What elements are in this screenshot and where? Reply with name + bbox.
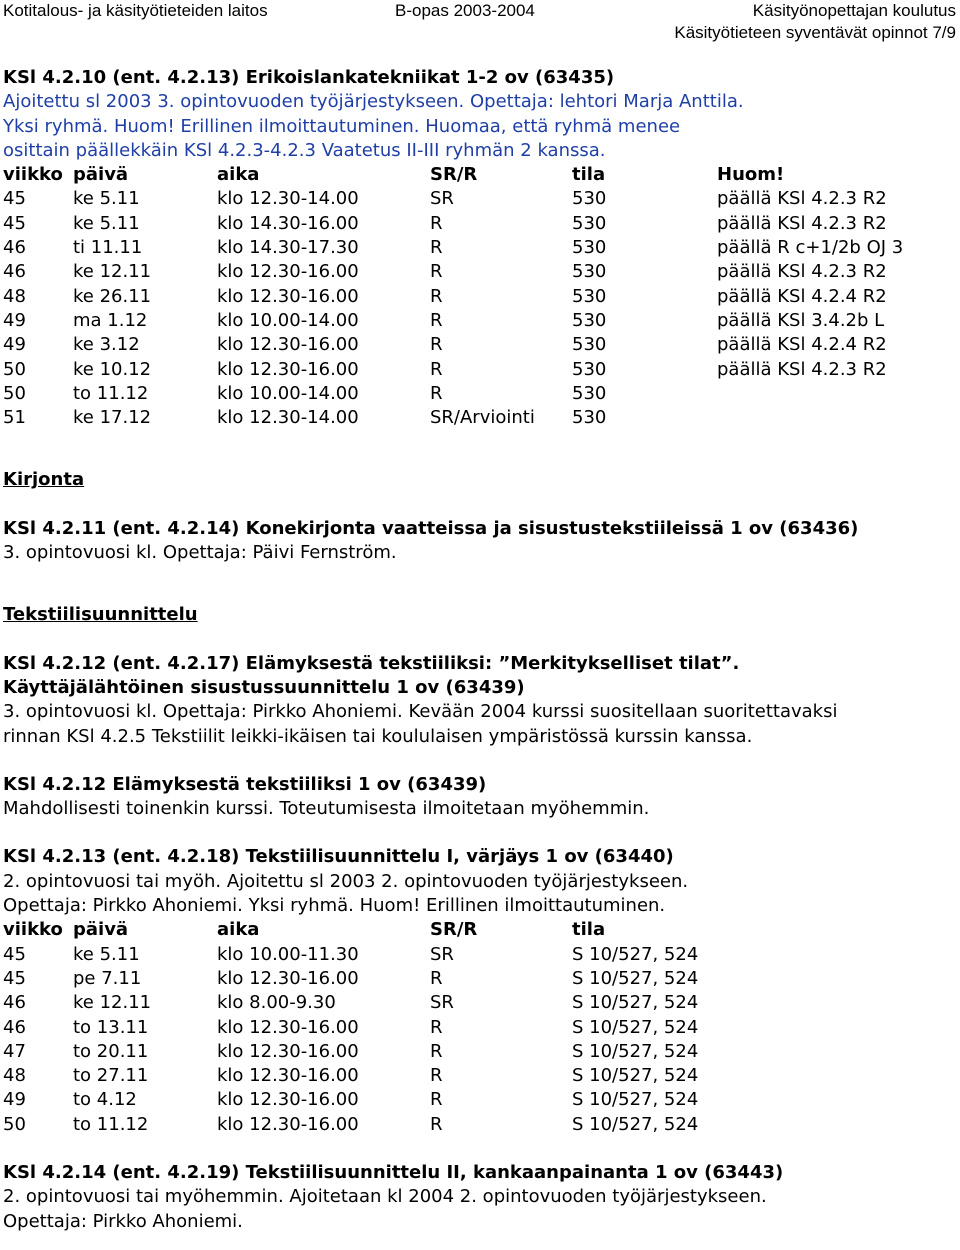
table-row bbox=[3, 236, 955, 260]
cell-day: ke 5.11 bbox=[73, 943, 140, 965]
col-time: aika bbox=[217, 919, 260, 941]
cell-room: S 10/527, 524 bbox=[572, 1065, 699, 1087]
cell-room: S 10/527, 524 bbox=[572, 1089, 699, 1111]
document-body bbox=[3, 66, 955, 1234]
course-text: Mahdollisesti toinenkin kurssi. Toteutumisesta ilmoitetaan myöhemmin. bbox=[3, 798, 650, 820]
cell-note: päällä KSl 3.4.2b L bbox=[717, 309, 885, 331]
cell-week: 46 bbox=[3, 261, 26, 283]
course-title-elamyksesta-2: Käyttäjälähtöinen sisustussuunnittelu 1 ov (63439) bbox=[3, 676, 525, 698]
cell-time: klo 10.00-11.30 bbox=[217, 943, 359, 965]
schedule-rows bbox=[3, 943, 955, 1137]
cell-type: R bbox=[430, 967, 443, 989]
table-row bbox=[3, 1088, 955, 1112]
cell-type: R bbox=[430, 1016, 443, 1038]
section-heading-kirjonta: Kirjonta bbox=[3, 469, 85, 491]
cell-day: pe 7.11 bbox=[73, 967, 142, 989]
cell-day: ke 5.11 bbox=[73, 188, 140, 210]
cell-time: klo 12.30-14.00 bbox=[217, 188, 359, 210]
cell-day: to 11.12 bbox=[73, 1113, 149, 1135]
cell-time: klo 10.00-14.00 bbox=[217, 309, 359, 331]
table-row bbox=[3, 1113, 955, 1137]
course-text: Ajoitettu sl 2003 3. opintovuoden työjärjestykseen. Opettaja: lehtori Marja Anttila. bbox=[3, 91, 744, 113]
cell-note: päällä KSl 4.2.4 R2 bbox=[717, 285, 887, 307]
col-room: tila bbox=[572, 919, 606, 941]
cell-week: 48 bbox=[3, 285, 26, 307]
cell-week: 50 bbox=[3, 1113, 26, 1135]
cell-time: klo 12.30-16.00 bbox=[217, 1065, 359, 1087]
cell-note: päällä KSl 4.2.4 R2 bbox=[717, 334, 887, 356]
cell-time: klo 12.30-16.00 bbox=[217, 1089, 359, 1111]
cell-note: päällä KSl 4.2.3 R2 bbox=[717, 212, 887, 234]
cell-day: ke 10.12 bbox=[73, 358, 152, 380]
cell-room: 530 bbox=[572, 285, 607, 307]
course-text: Yksi ryhmä. Huom! Erillinen ilmoittautuminen. Huomaa, että ryhmä menee bbox=[3, 115, 681, 137]
cell-time: klo 8.00-9.30 bbox=[217, 992, 336, 1014]
table-row bbox=[3, 967, 955, 991]
cell-day: ke 12.11 bbox=[73, 261, 152, 283]
cell-time: klo 12.30-16.00 bbox=[217, 334, 359, 356]
cell-week: 47 bbox=[3, 1040, 26, 1062]
cell-room: 530 bbox=[572, 237, 607, 259]
course-title-elamyksesta: KSl 4.2.12 (ent. 4.2.17) Elämyksestä tekstiiliksi: ”Merkitykselliset tilat”. bbox=[3, 652, 740, 674]
table-row bbox=[3, 212, 955, 236]
col-note: Huom! bbox=[717, 164, 785, 186]
schedule-header bbox=[3, 163, 955, 187]
cell-week: 50 bbox=[3, 358, 26, 380]
cell-time: klo 12.30-14.00 bbox=[217, 407, 359, 429]
cell-room: S 10/527, 524 bbox=[572, 1016, 699, 1038]
col-type: SR/R bbox=[430, 919, 478, 941]
col-week: viikko bbox=[3, 164, 63, 186]
cell-type: SR bbox=[430, 188, 454, 210]
cell-week: 46 bbox=[3, 992, 26, 1014]
cell-time: klo 12.30-16.00 bbox=[217, 1113, 359, 1135]
cell-week: 46 bbox=[3, 1016, 26, 1038]
cell-type: SR bbox=[430, 992, 454, 1014]
table-row bbox=[3, 943, 955, 967]
cell-day: to 11.12 bbox=[73, 382, 149, 404]
col-time: aika bbox=[217, 164, 260, 186]
header-right-1: Käsityönopettajan koulutus bbox=[752, 1, 956, 20]
cell-type: R bbox=[430, 212, 443, 234]
table-row bbox=[3, 358, 955, 382]
table-row bbox=[3, 285, 955, 309]
course-text: Opettaja: Pirkko Ahoniemi. bbox=[3, 1210, 243, 1232]
section-heading-tekstiilisuunnittelu: Tekstiilisuunnittelu bbox=[3, 604, 198, 626]
cell-day: ti 11.11 bbox=[73, 237, 143, 259]
header-left: Kotitalous- ja käsityötieteiden laitos bbox=[3, 1, 268, 20]
course-text: rinnan KSl 4.2.5 Tekstiilit leikki-ikäisen tai koululaisen ympäristössä kurssin kanssa. bbox=[3, 725, 753, 747]
cell-week: 50 bbox=[3, 382, 26, 404]
cell-room: 530 bbox=[572, 382, 607, 404]
cell-type: R bbox=[430, 382, 443, 404]
cell-day: ma 1.12 bbox=[73, 309, 148, 331]
course-text: 2. opintovuosi tai myöh. Ajoitettu sl 2003 2. opintovuoden työjärjestykseen. bbox=[3, 870, 689, 892]
cell-time: klo 12.30-16.00 bbox=[217, 261, 359, 283]
cell-time: klo 14.30-17.30 bbox=[217, 237, 359, 259]
cell-room: 530 bbox=[572, 309, 607, 331]
cell-room: 530 bbox=[572, 188, 607, 210]
cell-note: päällä KSl 4.2.3 R2 bbox=[717, 358, 887, 380]
course-text: osittain päällekkäin KSl 4.2.3-4.2.3 Vaatetus II-III ryhmän 2 kanssa. bbox=[3, 139, 606, 161]
table-row bbox=[3, 333, 955, 357]
cell-type: R bbox=[430, 285, 443, 307]
cell-week: 45 bbox=[3, 967, 26, 989]
cell-time: klo 12.30-16.00 bbox=[217, 358, 359, 380]
cell-room: 530 bbox=[572, 261, 607, 283]
schedule-rows bbox=[3, 187, 955, 430]
cell-room: S 10/527, 524 bbox=[572, 992, 699, 1014]
table-row bbox=[3, 406, 955, 430]
cell-room: S 10/527, 524 bbox=[572, 1113, 699, 1135]
schedule-header bbox=[3, 918, 955, 942]
course-text: Opettaja: Pirkko Ahoniemi. Yksi ryhmä. Huom! Erillinen ilmoittautuminen. bbox=[3, 895, 666, 917]
cell-type: R bbox=[430, 309, 443, 331]
cell-day: ke 17.12 bbox=[73, 407, 152, 429]
cell-day: ke 12.11 bbox=[73, 992, 152, 1014]
table-row bbox=[3, 309, 955, 333]
cell-week: 45 bbox=[3, 188, 26, 210]
cell-type: R bbox=[430, 1089, 443, 1111]
header-right-2: Käsityötieteen syventävät opinnot 7/9 bbox=[674, 23, 956, 42]
cell-type: R bbox=[430, 1113, 443, 1135]
cell-time: klo 12.30-16.00 bbox=[217, 1016, 359, 1038]
col-day: päivä bbox=[73, 919, 129, 941]
cell-room: 530 bbox=[572, 407, 607, 429]
cell-day: ke 3.12 bbox=[73, 334, 140, 356]
table-row bbox=[3, 187, 955, 211]
cell-week: 51 bbox=[3, 407, 26, 429]
cell-room: 530 bbox=[572, 334, 607, 356]
table-row bbox=[3, 1040, 955, 1064]
course-text: 3. opintovuosi kl. Opettaja: Päivi Fernström. bbox=[3, 542, 397, 564]
col-room: tila bbox=[572, 164, 606, 186]
cell-time: klo 10.00-14.00 bbox=[217, 382, 359, 404]
cell-note: päällä KSl 4.2.3 R2 bbox=[717, 188, 887, 210]
cell-week: 49 bbox=[3, 309, 26, 331]
course-title-konekirjonta: KSl 4.2.11 (ent. 4.2.14) Konekirjonta vaatteissa ja sisustustekstiileissä 1 ov (63436) bbox=[3, 517, 859, 539]
cell-week: 46 bbox=[3, 237, 26, 259]
cell-day: ke 5.11 bbox=[73, 212, 140, 234]
cell-room: 530 bbox=[572, 358, 607, 380]
table-row bbox=[3, 1016, 955, 1040]
table-row bbox=[3, 991, 955, 1015]
cell-type: R bbox=[430, 334, 443, 356]
cell-type: R bbox=[430, 237, 443, 259]
cell-type: R bbox=[430, 1040, 443, 1062]
col-type: SR/R bbox=[430, 164, 478, 186]
cell-time: klo 14.30-16.00 bbox=[217, 212, 359, 234]
cell-day: to 13.11 bbox=[73, 1016, 149, 1038]
cell-day: to 27.11 bbox=[73, 1065, 149, 1087]
cell-room: S 10/527, 524 bbox=[572, 943, 699, 965]
cell-type: R bbox=[430, 358, 443, 380]
cell-time: klo 12.30-16.00 bbox=[217, 1040, 359, 1062]
cell-note: päällä KSl 4.2.3 R2 bbox=[717, 261, 887, 283]
cell-time: klo 12.30-16.00 bbox=[217, 285, 359, 307]
col-day: päivä bbox=[73, 164, 129, 186]
course-title-varjays: KSl 4.2.13 (ent. 4.2.18) Tekstiilisuunnittelu I, värjäys 1 ov (63440) bbox=[3, 846, 674, 868]
cell-day: to 4.12 bbox=[73, 1089, 137, 1111]
course-title-elamyksesta-b: KSl 4.2.12 Elämyksestä tekstiiliksi 1 ov (63439) bbox=[3, 773, 487, 795]
cell-note: päällä R c+1/2b OJ 3 bbox=[717, 237, 904, 259]
cell-day: ke 26.11 bbox=[73, 285, 152, 307]
cell-week: 49 bbox=[3, 1089, 26, 1111]
header-middle: B-opas 2003-2004 bbox=[395, 1, 535, 20]
course-title-kankaanpainanta: KSl 4.2.14 (ent. 4.2.19) Tekstiilisuunnittelu II, kankaanpainanta 1 ov (63443) bbox=[3, 1161, 784, 1183]
cell-week: 49 bbox=[3, 334, 26, 356]
cell-week: 45 bbox=[3, 212, 26, 234]
cell-type: R bbox=[430, 1065, 443, 1087]
cell-week: 48 bbox=[3, 1065, 26, 1087]
course-text: 3. opintovuosi kl. Opettaja: Pirkko Ahoniemi. Kevään 2004 kurssi suositellaan suoritettavaksi bbox=[3, 701, 838, 723]
col-week: viikko bbox=[3, 919, 63, 941]
cell-type: SR bbox=[430, 943, 454, 965]
course-text: 2. opintovuosi tai myöhemmin. Ajoitetaan kl 2004 2. opintovuoden työjärjestykseen. bbox=[3, 1186, 767, 1208]
cell-room: 530 bbox=[572, 212, 607, 234]
cell-day: to 20.11 bbox=[73, 1040, 149, 1062]
cell-week: 45 bbox=[3, 943, 26, 965]
cell-time: klo 12.30-16.00 bbox=[217, 967, 359, 989]
cell-room: S 10/527, 524 bbox=[572, 1040, 699, 1062]
table-row bbox=[3, 260, 955, 284]
course-title-erikoislanka: KSl 4.2.10 (ent. 4.2.13) Erikoislankatekniikat 1-2 ov (63435) bbox=[3, 67, 615, 88]
table-row bbox=[3, 382, 955, 406]
table-row bbox=[3, 1064, 955, 1088]
cell-type: R bbox=[430, 261, 443, 283]
cell-room: S 10/527, 524 bbox=[572, 967, 699, 989]
cell-type: SR/Arviointi bbox=[430, 407, 535, 429]
